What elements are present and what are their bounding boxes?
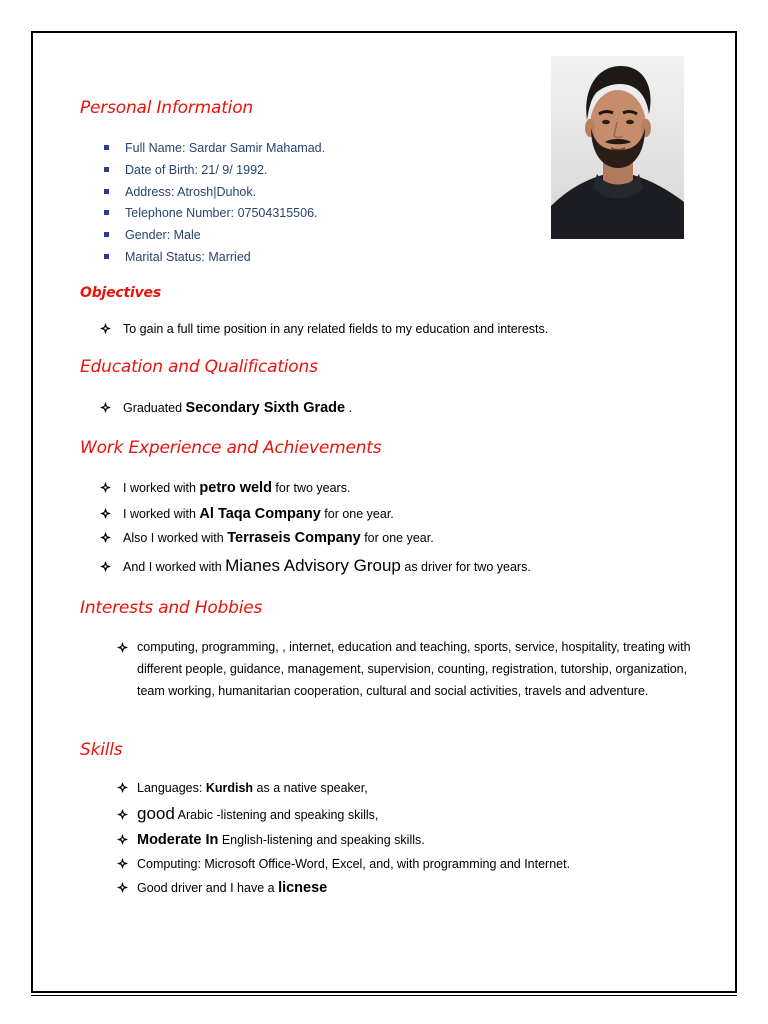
- english-highlight: Moderate In: [137, 832, 219, 848]
- skill-item-computing: [117, 857, 570, 871]
- diamond-bullet-icon: [117, 809, 128, 820]
- diamond-bullet-icon: [100, 508, 111, 519]
- diamond-bullet-icon: [117, 858, 128, 869]
- list-item: [100, 162, 325, 184]
- gender: Gender: Male: [125, 228, 201, 243]
- interests-text: computing, programming, , internet, education and teaching, sports, service, hospitality, treating with different people, guidance, management, supervision, counting, registration, tutorship, organization, team working, humanitarian cooperation, cultural and social activities, travels and adventure.: [137, 640, 691, 698]
- work-prefix: I worked with: [123, 481, 200, 495]
- languages-prefix: Languages:: [137, 781, 206, 795]
- diamond-bullet-icon: [100, 482, 111, 493]
- work-company: Terraseis Company: [227, 530, 361, 546]
- education-highlight: Secondary Sixth Grade: [185, 400, 346, 416]
- work-item: [100, 530, 434, 546]
- diamond-bullet-icon: [117, 642, 128, 653]
- work-company: petro weld: [199, 480, 272, 496]
- skills-heading: Skills: [80, 740, 123, 760]
- telephone: Telephone Number: 07504315506.: [125, 206, 318, 221]
- skill-item-english: [117, 832, 425, 848]
- personal-info-heading: Personal Information: [80, 98, 253, 118]
- diamond-bullet-icon: [100, 402, 111, 413]
- work-item: [100, 480, 350, 496]
- profile-photo-illustration: [551, 56, 684, 239]
- computing-text: Computing: Microsoft Office-Word, Excel, and, with programming and Internet.: [137, 857, 571, 871]
- education-prefix: Graduated: [123, 401, 186, 415]
- full-name: Full Name: Sardar Samir Mahamad.: [125, 141, 326, 155]
- work-prefix: And I worked with: [123, 560, 226, 574]
- square-bullet-icon: [104, 232, 109, 237]
- objectives-heading: Objectives: [80, 285, 161, 301]
- diamond-bullet-icon: [117, 782, 128, 793]
- work-suffix: for one year.: [320, 507, 394, 521]
- square-bullet-icon: [104, 254, 109, 259]
- diamond-bullet-icon: [117, 834, 128, 845]
- work-suffix: for two years.: [271, 481, 351, 495]
- address: Address: Atrosh|Duhok.: [125, 184, 257, 199]
- work-suffix: as driver for two years.: [400, 560, 531, 574]
- arabic-suffix: Arabic -listening and speaking skills,: [174, 808, 379, 822]
- list-item: [100, 184, 325, 206]
- work-company: Al Taqa Company: [199, 506, 321, 522]
- square-bullet-icon: [104, 145, 109, 150]
- work-company: Mianes Advisory Group: [225, 556, 401, 575]
- work-heading: Work Experience and Achievements: [80, 438, 382, 458]
- driver-prefix: Good driver and I have a: [137, 881, 279, 895]
- work-item: [100, 556, 531, 576]
- education-heading: Education and Qualifications: [80, 357, 318, 377]
- education-item: [100, 400, 352, 416]
- education-suffix: .: [345, 401, 353, 415]
- date-of-birth: Date of Birth: 21/ 9/ 1992.: [125, 162, 268, 177]
- personal-info-list: [100, 140, 325, 271]
- skill-item-arabic: [117, 804, 378, 824]
- objective-item: [100, 322, 548, 336]
- work-prefix: I worked with: [123, 507, 200, 521]
- list-item: [100, 249, 325, 271]
- arabic-highlight: good: [137, 804, 175, 823]
- marital-status: Marital Status: Married: [125, 249, 251, 264]
- driver-highlight: licnese: [278, 880, 328, 896]
- english-suffix: English-listening and speaking skills.: [218, 833, 425, 847]
- square-bullet-icon: [104, 210, 109, 215]
- work-suffix: for one year.: [360, 531, 434, 545]
- list-item: [100, 227, 325, 249]
- diamond-bullet-icon: [100, 532, 111, 543]
- diamond-bullet-icon: [117, 882, 128, 893]
- profile-photo: [551, 56, 684, 239]
- diamond-bullet-icon: [100, 323, 111, 334]
- interests-heading: Interests and Hobbies: [80, 598, 263, 618]
- languages-suffix: as a native speaker,: [253, 781, 368, 795]
- diamond-bullet-icon: [100, 561, 111, 572]
- list-item: [100, 140, 325, 162]
- skill-item-languages: [117, 781, 368, 795]
- work-item: [100, 506, 394, 522]
- languages-highlight: Kurdish: [205, 781, 254, 795]
- square-bullet-icon: [104, 167, 109, 172]
- work-prefix: Also I worked with: [123, 531, 228, 545]
- square-bullet-icon: [104, 189, 109, 194]
- skill-item-driver: [117, 880, 327, 896]
- interests-item: [117, 636, 707, 702]
- objective-text: To gain a full time position in any related fields to my education and interests.: [123, 322, 549, 336]
- list-item: [100, 205, 325, 227]
